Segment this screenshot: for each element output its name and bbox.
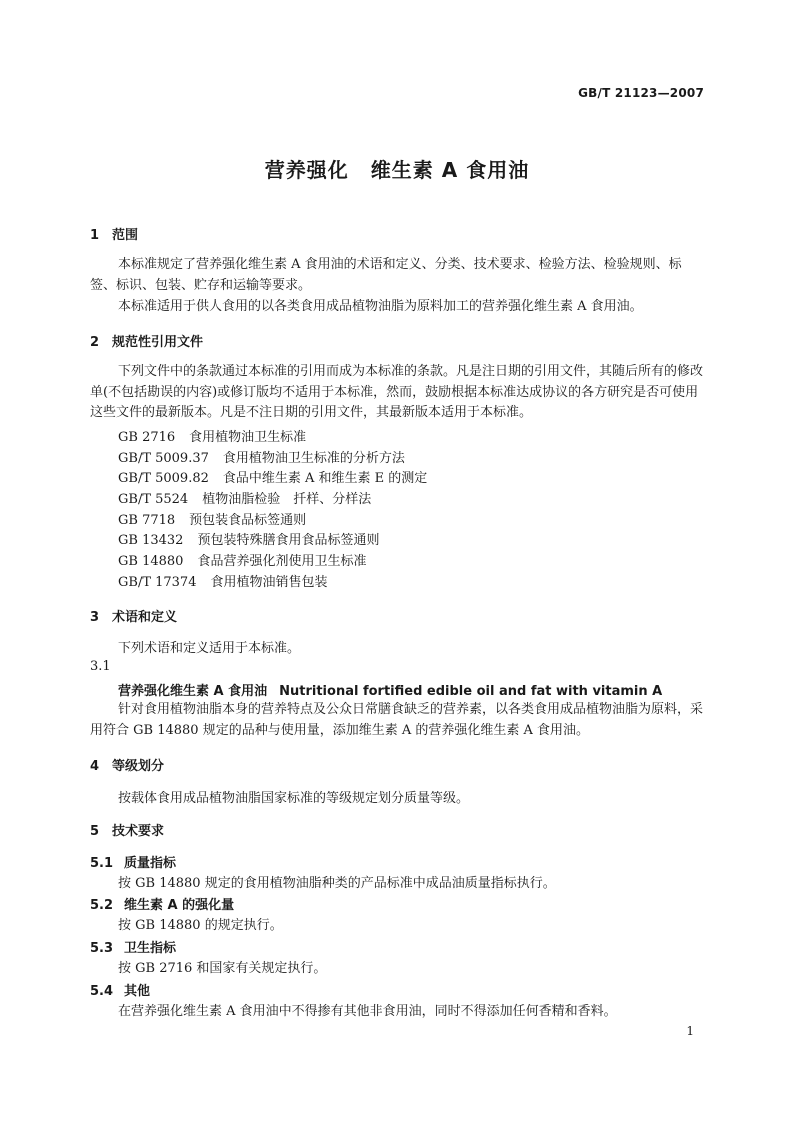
section-3-heading: 3 术语和定义 (90, 610, 178, 625)
section-2-heading: 2 规范性引用文件 (90, 335, 204, 350)
reference-item: GB 7718 预包装食品标签通则 (118, 513, 307, 528)
title-part-1: 营养强化 (264, 158, 349, 182)
reference-item: GB 14880 食品营养强化剂使用卫生标准 (118, 554, 367, 569)
section-5-heading: 5 技术要求 (90, 824, 165, 839)
subsection-heading: 5.3 卫生指标 (90, 941, 177, 956)
subsection-heading: 5.1 质量指标 (90, 856, 177, 871)
subsection-text: 按 GB 14880 的规定执行。 (118, 918, 283, 933)
standard-number: GB/T 21123—2007 (578, 86, 704, 100)
section-4-paragraph-1: 按载体食用成品植物油脂国家标准的等级规定划分质量等级。 (118, 791, 470, 806)
reference-item: GB/T 17374 食用植物油销售包装 (118, 575, 328, 590)
term-chinese: 营养强化维生素 A 食用油 (118, 684, 268, 699)
term-english: Nutritional fortified edible oil and fat with vitamin A (279, 684, 663, 699)
subsection-heading: 5.4 其他 (90, 984, 151, 999)
section-4-heading: 4 等级划分 (90, 759, 165, 774)
subsection-heading: 5.2 维生素 A 的强化量 (90, 898, 235, 913)
term-definition: 针对食用植物油脂本身的营养特点及公众日常膳食缺乏的营养素，以各类食用成品植物油脂为原料，采用符合 GB 14880 规定的品种与使用量，添加维生素 A 的营养强化维生素 A 食用油。 (90, 702, 704, 738)
section-2-paragraph-1: 下列文件中的条款通过本标准的引用而成为本标准的条款。凡是注日期的引用文件，其随后所有的修改单(不包括勘误的内容)或修订版均不适用于本标准，然而，鼓励根据本标准达成协议的各方研究是否可使用这些文件的最新版本。凡是不注日期的引用文件，其最新版本适用于本标准。 (90, 364, 704, 420)
reference-item: GB/T 5009.82 食品中维生素 A 和维生素 E 的测定 (118, 471, 428, 486)
subsection-text: 按 GB 14880 规定的食用植物油脂种类的产品标准中成品油质量指标执行。 (118, 876, 556, 891)
section-1-paragraph-2: 本标准适用于供人食用的以各类食用成品植物油脂为原料加工的营养强化维生素 A 食用油。 (118, 299, 643, 314)
title-part-2: 维生素 A 食用油 (370, 158, 530, 182)
section-1-heading: 1 范围 (90, 228, 139, 243)
reference-item: GB/T 5524 植物油脂检验 扦样、分样法 (118, 492, 372, 507)
page-number: 1 (686, 1024, 694, 1038)
subsection-text: 在营养强化维生素 A 食用油中不得掺有其他非食用油，同时不得添加任何香精和香料。 (118, 1004, 617, 1019)
subsection-text: 按 GB 2716 和国家有关规定执行。 (118, 961, 327, 976)
term-heading (118, 680, 662, 699)
reference-item: GB/T 5009.37 食用植物油卫生标准的分析方法 (118, 451, 405, 466)
section-1-paragraph-1: 本标准规定了营养强化维生素 A 食用油的术语和定义、分类、技术要求、检验方法、检验规则、标签、标识、包装、贮存和运输等要求。 (90, 257, 682, 293)
term-number: 3.1 (90, 659, 111, 674)
section-3-paragraph-1: 下列术语和定义适用于本标准。 (118, 641, 301, 656)
reference-item: GB 2716 食用植物油卫生标准 (118, 430, 307, 445)
reference-item: GB 13432 预包装特殊膳食用食品标签通则 (118, 533, 380, 548)
page-title (0, 154, 794, 183)
